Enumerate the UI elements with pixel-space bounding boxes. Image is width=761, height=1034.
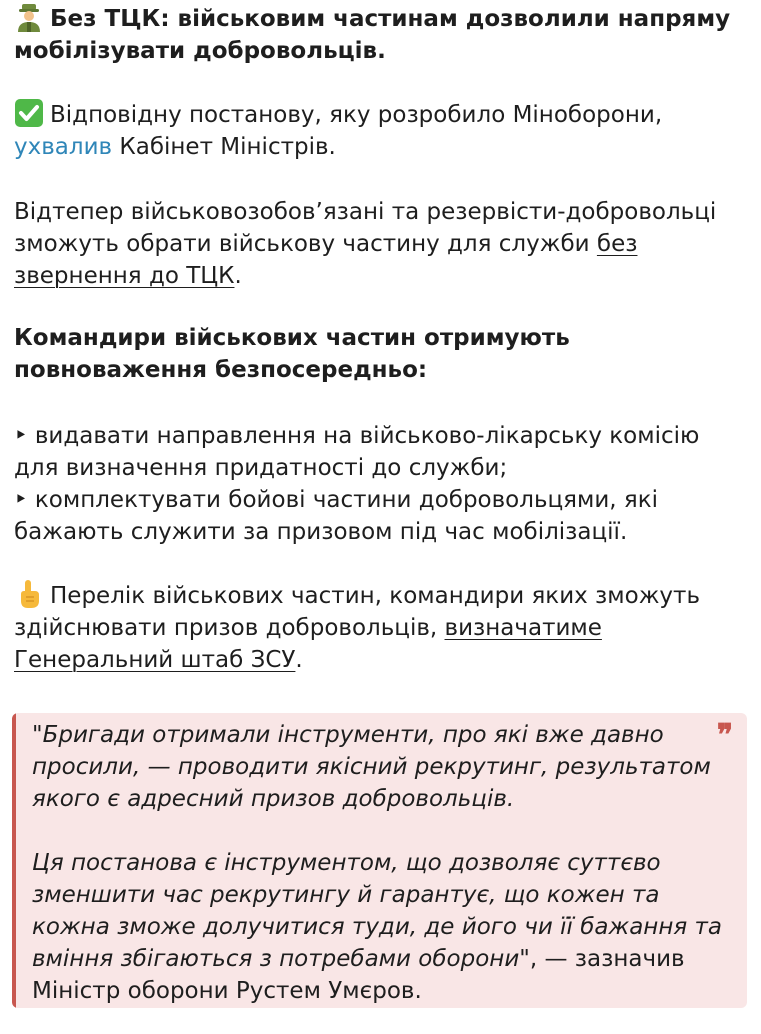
powers-list xyxy=(14,420,749,548)
without-tck-link[interactable]: без звернення до ТЦК xyxy=(14,231,638,289)
soldier-emoji-icon xyxy=(14,2,44,30)
paragraph-resolution: Відповідну постанову, яку розробило Міноборони, ухвалив Кабінет Міністрів. xyxy=(14,98,749,163)
quote-mark-icon: ❞ xyxy=(716,718,733,753)
paragraph-volunteers: Відтепер військовозобов’язані та резервісти-добровольці зможуть обрати військову частину для служби без звернення до ТЦК. xyxy=(14,199,717,289)
list-item: ‣ видавати направлення на військово-лікарську комісію для визначення придатності до служби; xyxy=(14,423,700,481)
pointing-up-emoji-icon xyxy=(14,579,44,607)
list-item: ‣ комплектувати бойові частини добровольцями, які бажають служити за призовом під час мобілізації. xyxy=(14,487,659,545)
paragraph-general-staff: Перелік військових частин, командири яких зможуть здійснювати призов добровольців, визначатиме Генеральний штаб ЗСУ. xyxy=(14,579,749,676)
quote-block xyxy=(12,713,747,1008)
commanders-heading: Командири військових частин отримують повноваження безпосередньо: xyxy=(14,325,570,383)
post-title: Без ТЦК: військовим частинам дозволили напряму мобілізувати добровольців. xyxy=(14,2,749,67)
general-staff-link[interactable]: визначатиме Генеральний штаб ЗСУ xyxy=(14,615,602,673)
quote-accent-bar xyxy=(12,713,16,1008)
approved-link[interactable]: ухвалив xyxy=(14,134,113,160)
quote-text: "Бригади отримали інструменти, про які вже давно просили, — проводити якісний рекрутинг, результатом якого є адресний призов добровольців. Ця постанова є інструментом, що дозволяє суттєво зменшити час рекрутингу й гарантує, що кожен та кожна зможе долучитися туди, де його чи її бажання та вміння збігаються з потребами оборони", — зазначив Міністр оборони Рустем Умєров. xyxy=(32,722,722,1004)
check-mark-emoji-icon xyxy=(14,98,44,126)
